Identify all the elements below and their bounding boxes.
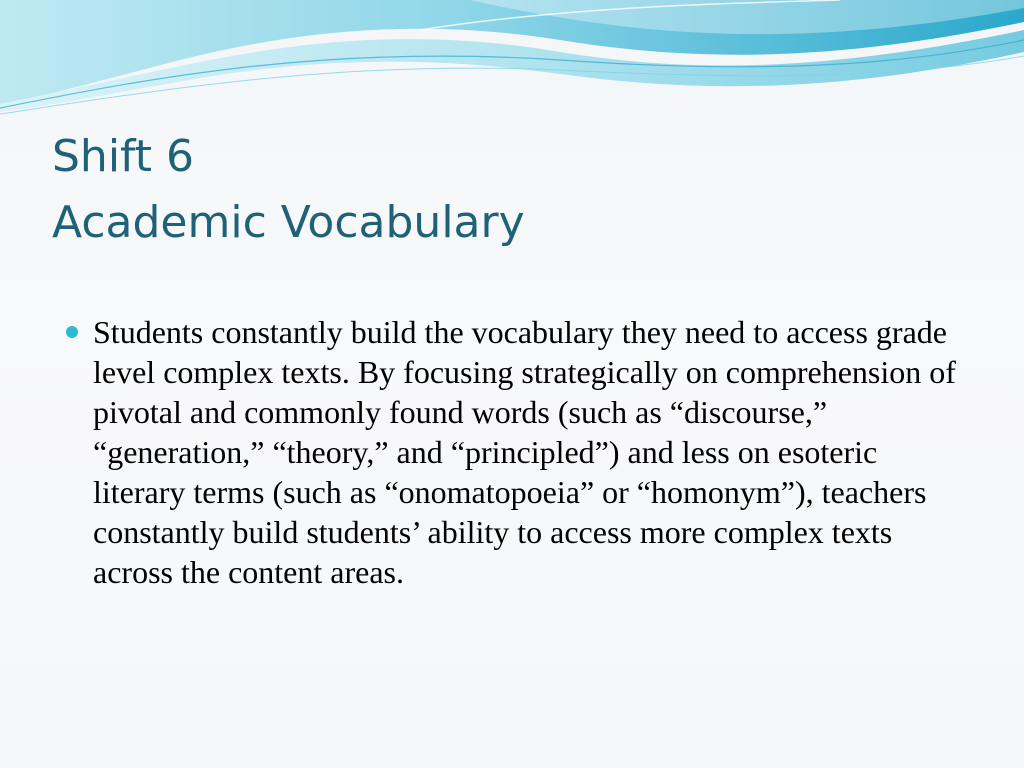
bullet-item [66,312,966,592]
bullet-dot-icon [66,326,78,338]
slide-body [66,312,966,592]
decorative-wave-banner [0,0,1024,130]
bullet-text: Students constantly build the vocabulary they need to access grade level complex texts. By focusing strategically on comprehension of pivotal and commonly found words (such as “discourse,” “generation,” “theory,” and “principled”) and less on esoteric literary terms (such as “onomatopoeia” or “homonym”), teachers constantly build students’ ability to access more complex texts across the content areas. [93,314,956,590]
slide-title-line-1: Shift 6 [52,131,194,182]
slide-title-line-2: Academic Vocabulary [52,197,525,248]
slide-title [52,124,952,256]
